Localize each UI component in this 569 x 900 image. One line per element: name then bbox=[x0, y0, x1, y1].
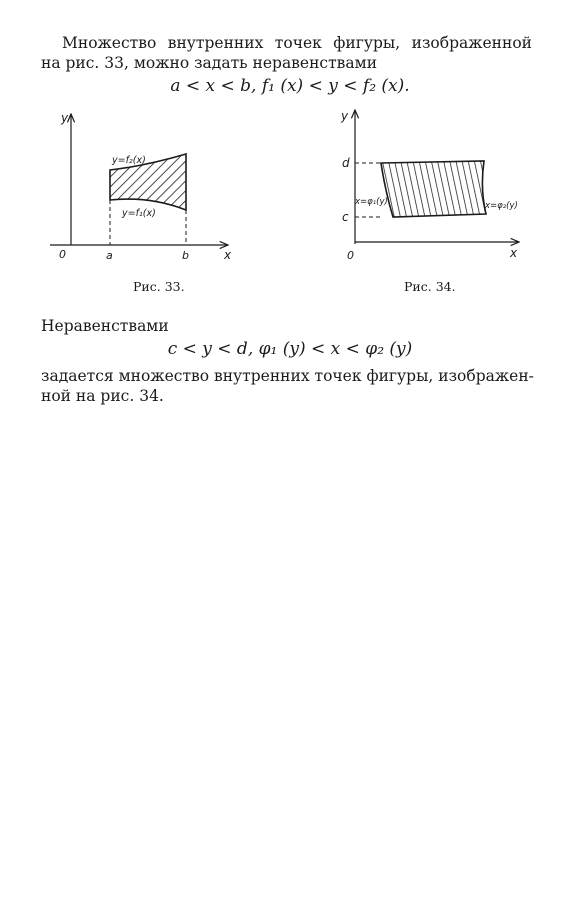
fig34-label-c: c bbox=[342, 210, 349, 224]
fig34-label-right: x=φ₂(y) bbox=[485, 201, 518, 211]
paragraph1-line2: на рис. 33, можно задать неравенствами bbox=[41, 54, 378, 72]
fig33-label-a: a bbox=[106, 249, 113, 262]
fig34-region bbox=[381, 161, 486, 217]
fig34-label-y: y bbox=[341, 109, 349, 123]
paragraph1-line1: Множество внутренних точек фигуры, изображенной bbox=[62, 34, 532, 52]
paragraph2-line3: ной на рис. 34. bbox=[41, 387, 164, 405]
paragraph2-line1: Неравенствами bbox=[41, 317, 169, 335]
paragraph2-line2: задается множество внутренних точек фигуры, изображен- bbox=[41, 367, 534, 385]
fig33-label-upper: y=f₂(x) bbox=[112, 155, 146, 166]
fig34-label-d: d bbox=[342, 156, 350, 170]
formula-fig33: a < x < b, f₁ (x) < y < f₂ (x). bbox=[170, 76, 410, 96]
fig34-label-origin: 0 bbox=[347, 249, 354, 262]
fig33-label-origin: 0 bbox=[59, 248, 66, 261]
fig33-label-y: y bbox=[61, 111, 69, 125]
fig33-label-x: x bbox=[224, 248, 232, 262]
fig33-label-b: b bbox=[182, 249, 189, 262]
figure-34 bbox=[333, 104, 523, 274]
fig34-label-x: x bbox=[510, 246, 518, 260]
fig33-label-lower: y=f₁(x) bbox=[122, 208, 156, 219]
figure-33 bbox=[50, 108, 250, 278]
formula-fig34: c < y < d, φ₁ (y) < x < φ₂ (y) bbox=[167, 339, 413, 359]
fig34-label-left: x=φ₁(y) bbox=[355, 197, 388, 207]
caption-fig33: Рис. 33. bbox=[133, 279, 185, 294]
caption-fig34: Рис. 34. bbox=[404, 279, 456, 294]
